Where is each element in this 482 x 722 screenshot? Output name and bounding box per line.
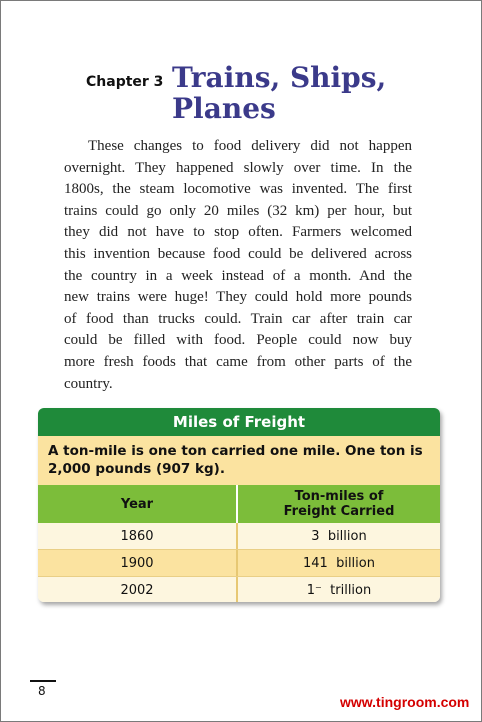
page-number-rule (30, 680, 56, 682)
cell-year: 1900 (38, 550, 238, 576)
table-row (38, 576, 440, 602)
chapter-title: Trains, Ships, Planes (172, 61, 387, 125)
body-line: they did not have to stop often. Farmers welcomed (64, 224, 412, 241)
table-row (38, 523, 440, 549)
body-line: more fresh foods that came from other parts of the (64, 353, 412, 370)
header-year: Year (38, 485, 238, 523)
body-line: this invention because food could be delivered across (64, 245, 412, 262)
freight-table (38, 408, 440, 602)
body-line: overnight. They happened slowly over time. In the (64, 159, 412, 176)
body-line: new trains were huge! They could hold more pounds (64, 289, 412, 306)
body-line: 1800s, the steam locomotive was invented. The first (64, 181, 412, 198)
cell-year: 2002 (38, 577, 238, 602)
body-line: could be filled with food. People could now buy (64, 332, 412, 349)
header-ton-miles-label: Ton-miles of Freight Carried (283, 489, 395, 519)
page-number: 8 (38, 684, 46, 698)
cell-ton-miles: 141 billion (303, 555, 375, 571)
body-line: the country in a week instead of a month. And the (64, 267, 412, 284)
table-row (38, 549, 440, 576)
table-title: Miles of Freight (38, 408, 440, 436)
header-ton-miles (238, 485, 440, 523)
cell-ton-miles: 3 billion (311, 528, 367, 544)
cell-year: 1860 (38, 523, 238, 549)
body-line: of food than trucks could. Train car after train car (64, 310, 412, 327)
body-line: trains could go only 20 miles (32 km) per hour, but (64, 202, 412, 219)
body-line: country. (64, 375, 113, 392)
body-line: These changes to food delivery did not happen (88, 138, 412, 154)
cell-ton-miles: 1⁻ trillion (306, 582, 372, 598)
watermark-text: www.tingroom.com (340, 694, 470, 710)
chapter-label: Chapter 3 (86, 74, 164, 90)
table-note: A ton-mile is one ton carried one mile. One ton is 2,000 pounds (907 kg). (38, 436, 440, 485)
table-header-row (38, 485, 440, 523)
body-paragraph (64, 136, 412, 395)
